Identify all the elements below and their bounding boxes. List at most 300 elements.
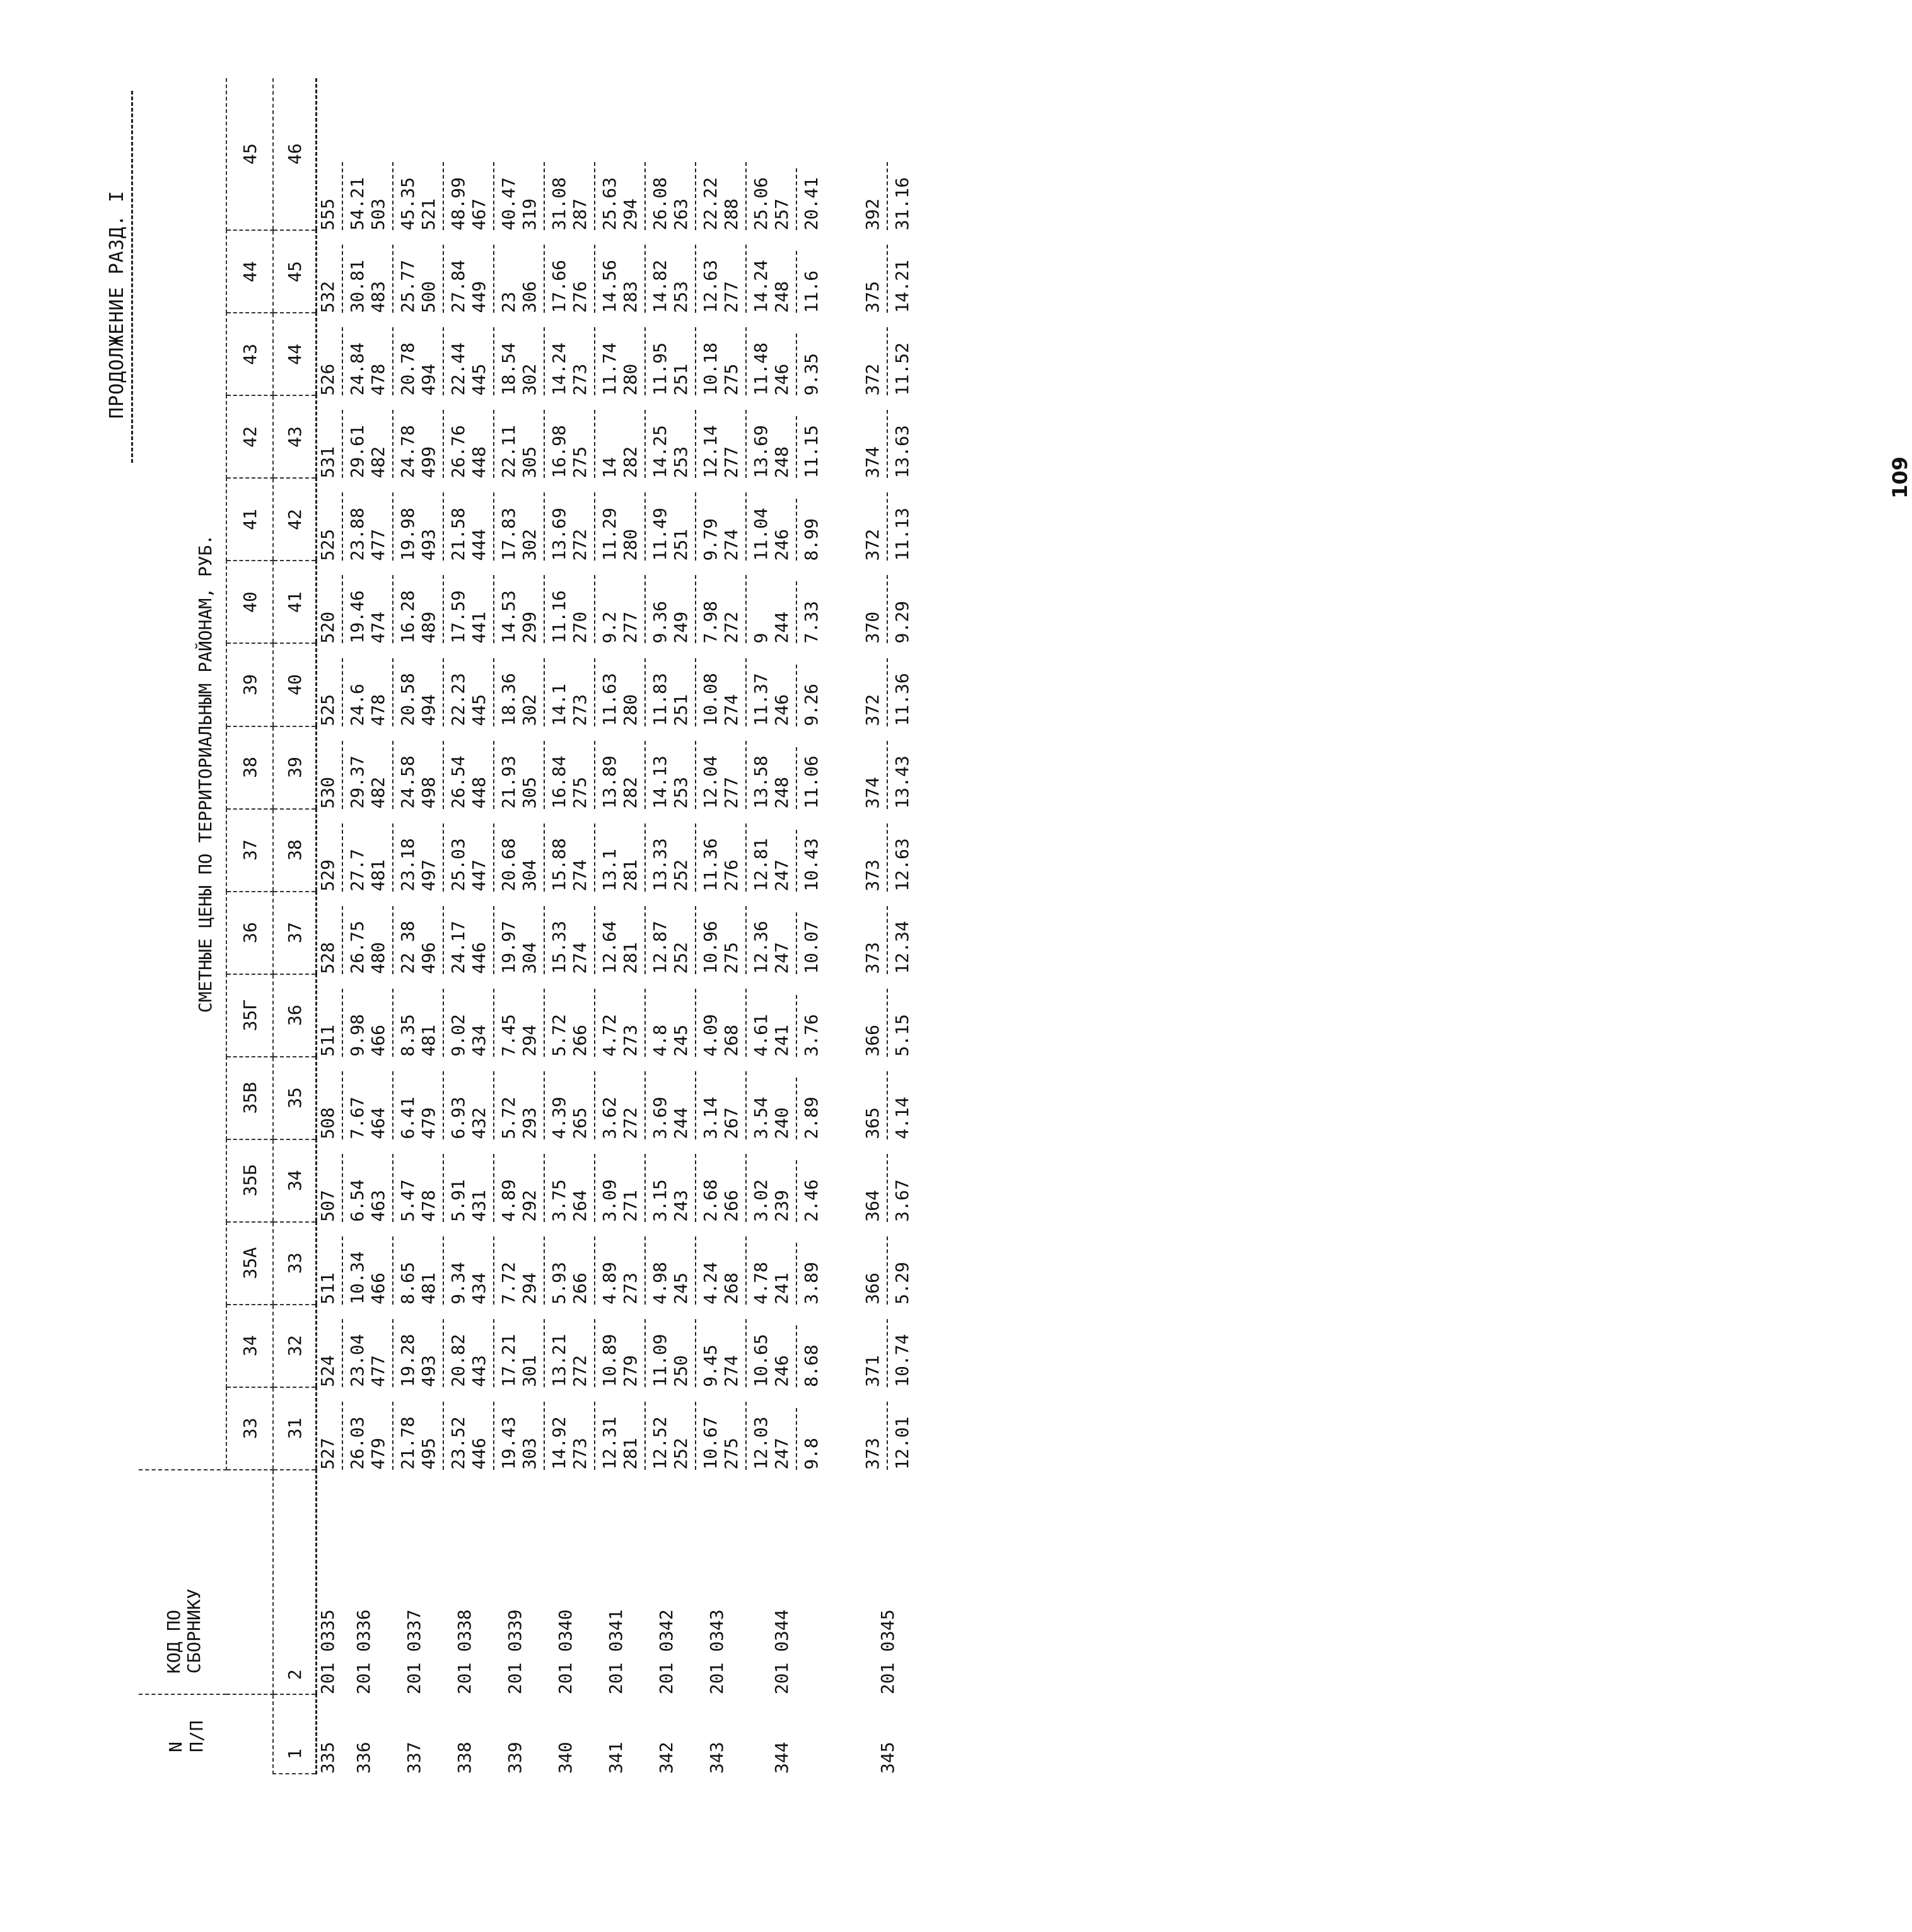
cell-value: 521 bbox=[418, 198, 439, 231]
cell-value: 10.96 bbox=[700, 921, 721, 974]
cell-value: 23.52 bbox=[448, 1416, 469, 1470]
price-cell bbox=[862, 561, 912, 643]
cell-value: 431 bbox=[469, 1190, 489, 1222]
cell-separator bbox=[792, 643, 801, 726]
cell-separator bbox=[883, 1057, 892, 1139]
cell-separator bbox=[742, 78, 750, 230]
cell-value: 19.43 bbox=[498, 1416, 519, 1470]
cell-value: 7.72 bbox=[498, 1262, 519, 1305]
header-column-number-4: 33 bbox=[273, 1222, 317, 1305]
cell-value: 13.63 bbox=[892, 425, 912, 479]
cell-value: 280 bbox=[620, 694, 641, 726]
cell-separator bbox=[792, 230, 801, 313]
cell-value: 306 bbox=[519, 281, 540, 313]
price-cell bbox=[590, 395, 641, 478]
cell-value: 304 bbox=[519, 942, 540, 974]
cell-value: 246 bbox=[771, 363, 792, 396]
cell-separator bbox=[742, 1057, 750, 1139]
cell-value: 22 38 bbox=[397, 921, 418, 974]
cell-separator bbox=[338, 726, 347, 809]
cell-value: 12.63 bbox=[700, 260, 721, 313]
price-cell bbox=[691, 892, 742, 974]
row-number: 335 bbox=[317, 1742, 338, 1774]
price-cell bbox=[641, 1057, 691, 1139]
price-cell bbox=[742, 478, 822, 561]
table-row bbox=[338, 78, 388, 1774]
cell-value: 294 bbox=[519, 1272, 540, 1305]
table-row bbox=[540, 78, 590, 1774]
price-cell bbox=[742, 726, 822, 809]
cell-value: 466 bbox=[368, 1025, 388, 1057]
price-cell bbox=[742, 892, 822, 974]
cell-value: 266 bbox=[569, 1025, 590, 1057]
header-column-number-11: 40 bbox=[273, 643, 317, 726]
cell-value: 373 bbox=[862, 859, 883, 892]
cell-value: 366 bbox=[862, 1272, 883, 1305]
cell-value: 10.67 bbox=[700, 1416, 721, 1470]
cell-separator bbox=[388, 1387, 397, 1470]
cell-separator bbox=[388, 1139, 397, 1222]
cell-value: 252 bbox=[670, 859, 691, 892]
cell-value: 267 bbox=[721, 1107, 742, 1139]
cell-value: 248 bbox=[771, 446, 792, 479]
price-cell bbox=[641, 1222, 691, 1305]
price-cell bbox=[489, 643, 540, 726]
row-number: 338 bbox=[453, 1742, 475, 1774]
cell-value: 294 bbox=[620, 198, 641, 231]
row-code: 201 0345 bbox=[877, 1609, 898, 1695]
cell-separator bbox=[641, 1222, 650, 1305]
price-cell bbox=[338, 313, 388, 395]
price-cell bbox=[317, 1387, 339, 1470]
cell-value: 3.67 bbox=[892, 1179, 912, 1222]
row-code: 201 0335 bbox=[317, 1609, 338, 1695]
cell-separator bbox=[691, 230, 700, 313]
cell-value: 272 bbox=[569, 528, 590, 561]
cell-value: 14.92 bbox=[549, 1416, 569, 1470]
cell-value: 276 bbox=[721, 859, 742, 892]
cell-value: 275 bbox=[721, 363, 742, 396]
header-column-number-14: 43 bbox=[273, 395, 317, 478]
cell-value: 5.93 bbox=[549, 1262, 569, 1305]
price-cell bbox=[489, 892, 540, 974]
cell-separator bbox=[742, 230, 750, 313]
cell-value: 527 bbox=[317, 1438, 338, 1470]
cell-value: 496 bbox=[418, 942, 439, 974]
price-cell bbox=[540, 313, 590, 395]
cell-separator bbox=[742, 395, 750, 478]
cell-separator bbox=[590, 643, 599, 726]
cell-value: 482 bbox=[368, 446, 388, 479]
cell-value: 12.63 bbox=[892, 838, 912, 892]
cell-value: 477 bbox=[368, 528, 388, 561]
header-code-column bbox=[139, 1470, 273, 1694]
price-cell bbox=[590, 643, 641, 726]
cell-value: 13.33 bbox=[650, 838, 670, 892]
price-cell bbox=[388, 1387, 439, 1470]
cell-value: 449 bbox=[469, 281, 489, 313]
cell-separator bbox=[883, 478, 892, 561]
cell-value: 247 bbox=[771, 859, 792, 892]
cell-value: 11.52 bbox=[892, 342, 912, 396]
price-cell bbox=[388, 809, 439, 892]
cell-value: 463 bbox=[368, 1190, 388, 1222]
cell-separator bbox=[489, 1222, 498, 1305]
price-cell bbox=[338, 395, 388, 478]
cell-value: 280 bbox=[620, 363, 641, 396]
cell-value: 520 bbox=[317, 611, 338, 644]
price-cell bbox=[590, 1057, 641, 1139]
price-cell bbox=[338, 1139, 388, 1222]
cell-value: 3.62 bbox=[599, 1097, 620, 1139]
cell-value: 4.8 bbox=[650, 1025, 670, 1057]
cell-value: 498 bbox=[418, 776, 439, 809]
cell-value: 14.1 bbox=[549, 684, 569, 726]
cell-separator bbox=[439, 478, 448, 561]
cell-separator bbox=[883, 974, 892, 1057]
price-cell bbox=[317, 1139, 339, 1222]
header-column-number-6: 35 bbox=[273, 1057, 317, 1139]
price-cell bbox=[540, 892, 590, 974]
cell-value: 270 bbox=[569, 611, 590, 644]
cell-value: 246 bbox=[771, 694, 792, 726]
cell-separator bbox=[590, 313, 599, 395]
price-cell bbox=[317, 1222, 339, 1305]
cell-value: 7.33 bbox=[801, 601, 822, 644]
cell-value: 8.68 bbox=[801, 1344, 822, 1387]
cell-separator bbox=[388, 726, 397, 809]
header-district-13: 43 bbox=[226, 313, 273, 395]
cell-value: 274 bbox=[569, 942, 590, 974]
row-code: 201 0338 bbox=[453, 1609, 475, 1695]
cell-value: 18.54 bbox=[498, 342, 519, 396]
price-cell bbox=[317, 313, 339, 395]
cell-value: 480 bbox=[368, 942, 388, 974]
cell-value: 302 bbox=[519, 694, 540, 726]
cell-separator bbox=[540, 230, 549, 313]
cell-value: 19.28 bbox=[397, 1334, 418, 1387]
cell-value: 20.58 bbox=[397, 673, 418, 726]
price-cell bbox=[862, 726, 912, 809]
price-cell bbox=[691, 1305, 742, 1387]
cell-value: 275 bbox=[721, 942, 742, 974]
cell-value: 493 bbox=[418, 1355, 439, 1387]
cell-separator bbox=[338, 1387, 347, 1470]
price-cell bbox=[691, 1057, 742, 1139]
cell-separator bbox=[691, 643, 700, 726]
cell-value: 447 bbox=[469, 859, 489, 892]
cell-value: 23.18 bbox=[397, 838, 418, 892]
price-cell bbox=[641, 78, 691, 230]
price-cell bbox=[489, 1057, 540, 1139]
cell-value: 240 bbox=[771, 1107, 792, 1139]
cell-value: 373 bbox=[862, 1438, 883, 1470]
section-title-underline bbox=[131, 91, 133, 463]
cell-value: 22.11 bbox=[498, 425, 519, 479]
cell-value: 3.09 bbox=[599, 1179, 620, 1222]
price-cell bbox=[439, 1222, 489, 1305]
cell-value: 27.84 bbox=[448, 260, 469, 313]
cell-value: 445 bbox=[469, 694, 489, 726]
price-cell bbox=[742, 974, 822, 1057]
cell-value: 11.16 bbox=[549, 590, 569, 644]
table-header bbox=[139, 78, 317, 1774]
price-cell bbox=[862, 230, 912, 313]
cell-value: 288 bbox=[721, 198, 742, 231]
header-district-14: 44 bbox=[226, 230, 273, 313]
cell-separator bbox=[439, 809, 448, 892]
price-cell bbox=[641, 809, 691, 892]
price-cell bbox=[317, 78, 339, 230]
cell-value: 9.34 bbox=[448, 1262, 469, 1305]
cell-value: 481 bbox=[368, 859, 388, 892]
cell-separator bbox=[883, 78, 892, 230]
price-cell bbox=[590, 726, 641, 809]
cell-separator bbox=[883, 230, 892, 313]
price-cell bbox=[540, 1222, 590, 1305]
cell-separator bbox=[540, 313, 549, 395]
cell-value: 25.77 bbox=[397, 260, 418, 313]
cell-value: 432 bbox=[469, 1107, 489, 1139]
cell-value: 444 bbox=[469, 528, 489, 561]
cell-value: 5.91 bbox=[448, 1179, 469, 1222]
cell-value: 22.23 bbox=[448, 673, 469, 726]
cell-separator bbox=[388, 1305, 397, 1387]
cell-value: 21.93 bbox=[498, 755, 519, 809]
cell-value: 434 bbox=[469, 1025, 489, 1057]
cell-value: 477 bbox=[368, 1355, 388, 1387]
cell-value: 13.21 bbox=[549, 1334, 569, 1387]
cell-value: 445 bbox=[469, 363, 489, 396]
price-cell bbox=[489, 313, 540, 395]
cell-value: 3.76 bbox=[801, 1014, 822, 1057]
cell-separator bbox=[691, 395, 700, 478]
cell-separator bbox=[691, 726, 700, 809]
cell-separator bbox=[388, 78, 397, 230]
cell-value: 20.78 bbox=[397, 342, 418, 396]
cell-separator bbox=[540, 1139, 549, 1222]
cell-value: 364 bbox=[862, 1190, 883, 1222]
cell-value: 273 bbox=[620, 1025, 641, 1057]
cell-separator bbox=[439, 313, 448, 395]
price-cell bbox=[862, 1222, 912, 1305]
cell-value: 3.14 bbox=[700, 1097, 721, 1139]
price-cell bbox=[641, 313, 691, 395]
header-column-number-13: 42 bbox=[273, 478, 317, 561]
price-cell bbox=[641, 726, 691, 809]
table-row bbox=[388, 78, 439, 1774]
price-cell bbox=[641, 643, 691, 726]
cell-value: 495 bbox=[418, 1438, 439, 1470]
price-cell bbox=[691, 478, 742, 561]
price-cell bbox=[590, 1139, 641, 1222]
cell-value: 16.98 bbox=[549, 425, 569, 479]
price-cell bbox=[691, 809, 742, 892]
cell-separator bbox=[883, 726, 892, 809]
cell-separator bbox=[883, 892, 892, 974]
row-number: 342 bbox=[655, 1742, 677, 1774]
price-cell bbox=[641, 1305, 691, 1387]
price-cell bbox=[317, 395, 339, 478]
header-column-number-1: 2 bbox=[273, 1470, 317, 1694]
cell-separator bbox=[691, 1057, 700, 1139]
row-code: 201 0336 bbox=[353, 1609, 374, 1695]
cell-value: 19.97 bbox=[498, 921, 519, 974]
price-cell bbox=[590, 230, 641, 313]
header-district-15: 45 bbox=[226, 78, 273, 230]
cell-separator bbox=[641, 230, 650, 313]
cell-value: 528 bbox=[317, 942, 338, 974]
cell-value: 13.58 bbox=[750, 755, 771, 809]
cell-separator bbox=[742, 1387, 750, 1470]
price-cell bbox=[489, 809, 540, 892]
header-column-number-5: 34 bbox=[273, 1139, 317, 1222]
cell-value: 283 bbox=[620, 281, 641, 313]
price-cell bbox=[641, 561, 691, 643]
cell-value: 3.75 bbox=[549, 1179, 569, 1222]
cell-value: 5.29 bbox=[892, 1262, 912, 1305]
cell-separator bbox=[540, 78, 549, 230]
price-cell bbox=[388, 230, 439, 313]
cell-value: 20.82 bbox=[448, 1334, 469, 1387]
price-cell bbox=[439, 78, 489, 230]
cell-separator bbox=[792, 478, 801, 561]
cell-separator bbox=[742, 313, 750, 395]
table-row bbox=[439, 78, 489, 1774]
cell-value: 12.87 bbox=[650, 921, 670, 974]
price-cell bbox=[439, 643, 489, 726]
cell-value: 494 bbox=[418, 694, 439, 726]
price-cell bbox=[540, 974, 590, 1057]
cell-value: 392 bbox=[862, 198, 883, 231]
cell-value: 287 bbox=[569, 198, 590, 231]
cell-value: 11.63 bbox=[599, 673, 620, 726]
price-cell bbox=[691, 561, 742, 643]
cell-separator bbox=[883, 1387, 892, 1470]
cell-separator bbox=[489, 1057, 498, 1139]
header-district-7: 37 bbox=[226, 809, 273, 892]
cell-value: 273 bbox=[569, 363, 590, 396]
price-cell bbox=[540, 643, 590, 726]
cell-value: 479 bbox=[418, 1107, 439, 1139]
cell-separator bbox=[742, 1222, 750, 1305]
cell-value: 9.98 bbox=[347, 1014, 368, 1057]
cell-value: 511 bbox=[317, 1272, 338, 1305]
cell-value: 446 bbox=[469, 1438, 489, 1470]
cell-separator bbox=[590, 78, 599, 230]
price-cell bbox=[742, 1057, 822, 1139]
cell-value: 17.59 bbox=[448, 590, 469, 644]
price-cell bbox=[742, 230, 822, 313]
price-cell bbox=[862, 395, 912, 478]
price-cell bbox=[439, 726, 489, 809]
cell-separator bbox=[439, 726, 448, 809]
cell-value: 280 bbox=[620, 528, 641, 561]
cell-separator bbox=[691, 1387, 700, 1470]
price-cell bbox=[317, 478, 339, 561]
header-district-2: 35А bbox=[226, 1222, 273, 1305]
price-cell bbox=[590, 478, 641, 561]
price-cell bbox=[641, 974, 691, 1057]
cell-separator bbox=[540, 809, 549, 892]
cell-separator bbox=[641, 313, 650, 395]
cell-value: 12.04 bbox=[700, 755, 721, 809]
cell-separator bbox=[792, 809, 801, 892]
cell-value: 511 bbox=[317, 1025, 338, 1057]
cell-value: 274 bbox=[721, 1355, 742, 1387]
cell-separator bbox=[792, 78, 801, 230]
price-cell bbox=[489, 78, 540, 230]
price-cell bbox=[540, 395, 590, 478]
cell-separator bbox=[439, 1139, 448, 1222]
price-cell bbox=[691, 1139, 742, 1222]
cell-value: 6.54 bbox=[347, 1179, 368, 1222]
cell-value: 19.98 bbox=[397, 508, 418, 561]
price-cell bbox=[388, 478, 439, 561]
cell-value: 10.65 bbox=[750, 1334, 771, 1387]
cell-value: 443 bbox=[469, 1355, 489, 1387]
row-code: 201 0344 bbox=[771, 1609, 792, 1695]
cell-value: 26.08 bbox=[650, 177, 670, 231]
header-district-9: 39 bbox=[226, 643, 273, 726]
cell-value: 302 bbox=[519, 363, 540, 396]
cell-value: 281 bbox=[620, 1438, 641, 1470]
price-cell bbox=[489, 395, 540, 478]
page-number: 109 bbox=[1888, 457, 1912, 499]
cell-value: 530 bbox=[317, 776, 338, 809]
cell-value: 372 bbox=[862, 694, 883, 726]
cell-value: 281 bbox=[620, 942, 641, 974]
cell-separator bbox=[439, 1305, 448, 1387]
cell-separator bbox=[388, 478, 397, 561]
cell-separator bbox=[439, 561, 448, 643]
price-cell bbox=[388, 643, 439, 726]
cell-separator bbox=[590, 561, 599, 643]
cell-value: 12.81 bbox=[750, 838, 771, 892]
cell-value: 246 bbox=[771, 528, 792, 561]
cell-value: 373 bbox=[862, 942, 883, 974]
header-column-number-8: 37 bbox=[273, 892, 317, 974]
cell-value: 40.47 bbox=[498, 177, 519, 231]
cell-value: 266 bbox=[569, 1272, 590, 1305]
price-cell bbox=[317, 1057, 339, 1139]
cell-value: 3.15 bbox=[650, 1179, 670, 1222]
cell-value: 10.89 bbox=[599, 1334, 620, 1387]
cell-value: 448 bbox=[469, 776, 489, 809]
price-cell bbox=[439, 892, 489, 974]
price-cell bbox=[338, 78, 388, 230]
price-cell bbox=[439, 1057, 489, 1139]
cell-value: 17.83 bbox=[498, 508, 519, 561]
cell-value: 11.36 bbox=[892, 673, 912, 726]
cell-value: 2.89 bbox=[801, 1097, 822, 1139]
header-column-number-2: 31 bbox=[273, 1387, 317, 1470]
cell-separator bbox=[540, 1305, 549, 1387]
cell-separator bbox=[792, 1387, 801, 1470]
cell-value: 9.8 bbox=[801, 1438, 822, 1470]
cell-separator bbox=[742, 643, 750, 726]
cell-separator bbox=[489, 313, 498, 395]
cell-value: 248 bbox=[771, 281, 792, 313]
cell-separator bbox=[742, 1139, 750, 1222]
cell-separator bbox=[691, 974, 700, 1057]
cell-separator bbox=[883, 643, 892, 726]
cell-value: 3.54 bbox=[750, 1097, 771, 1139]
cell-value: 21.58 bbox=[448, 508, 469, 561]
cell-separator bbox=[439, 1222, 448, 1305]
cell-value: 251 bbox=[670, 363, 691, 396]
cell-value: 12.31 bbox=[599, 1416, 620, 1470]
